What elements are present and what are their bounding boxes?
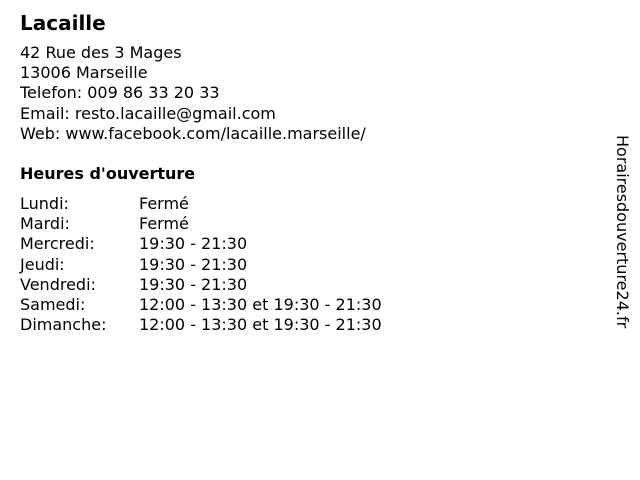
time-value: 12:00 - 13:30 et 19:30 - 21:30 bbox=[139, 295, 382, 315]
hours-row-wednesday bbox=[20, 234, 382, 254]
day-label: Samedi: bbox=[20, 295, 86, 315]
day-label: Dimanche: bbox=[20, 315, 107, 335]
day-label: Jeudi: bbox=[20, 254, 65, 274]
day-label: Vendredi: bbox=[20, 274, 96, 294]
street-address: 42 Rue des 3 Mages bbox=[20, 43, 182, 62]
hours-row-saturday bbox=[20, 295, 382, 315]
contact-block bbox=[20, 43, 366, 144]
hours-row-sunday bbox=[20, 315, 382, 335]
site-watermark: Horairesdouverture24.fr bbox=[613, 135, 632, 329]
hours-row-monday bbox=[20, 194, 382, 214]
time-value: 19:30 - 21:30 bbox=[139, 254, 248, 274]
opening-hours-table bbox=[20, 194, 382, 335]
website: Web: www.facebook.com/lacaille.marseille/ bbox=[20, 123, 366, 143]
time-value: 19:30 - 21:30 bbox=[139, 274, 248, 294]
day-label: Mardi: bbox=[20, 214, 70, 234]
hours-heading: Heures d'ouverture bbox=[20, 164, 196, 183]
city-address: 13006 Marseille bbox=[20, 63, 148, 83]
restaurant-name: Lacaille bbox=[20, 11, 106, 35]
hours-row-thursday bbox=[20, 255, 382, 275]
hours-row-friday bbox=[20, 275, 382, 295]
time-value: Fermé bbox=[139, 194, 189, 213]
day-label: Mercredi: bbox=[20, 234, 95, 254]
time-value: Fermé bbox=[139, 214, 189, 234]
phone-number: Telefon: 009 86 33 20 33 bbox=[20, 83, 220, 103]
day-label: Lundi: bbox=[20, 194, 69, 213]
time-value: 12:00 - 13:30 et 19:30 - 21:30 bbox=[139, 315, 382, 335]
email-address: Email: resto.lacaille@gmail.com bbox=[20, 103, 276, 123]
hours-row-tuesday bbox=[20, 214, 382, 234]
time-value: 19:30 - 21:30 bbox=[139, 234, 248, 254]
